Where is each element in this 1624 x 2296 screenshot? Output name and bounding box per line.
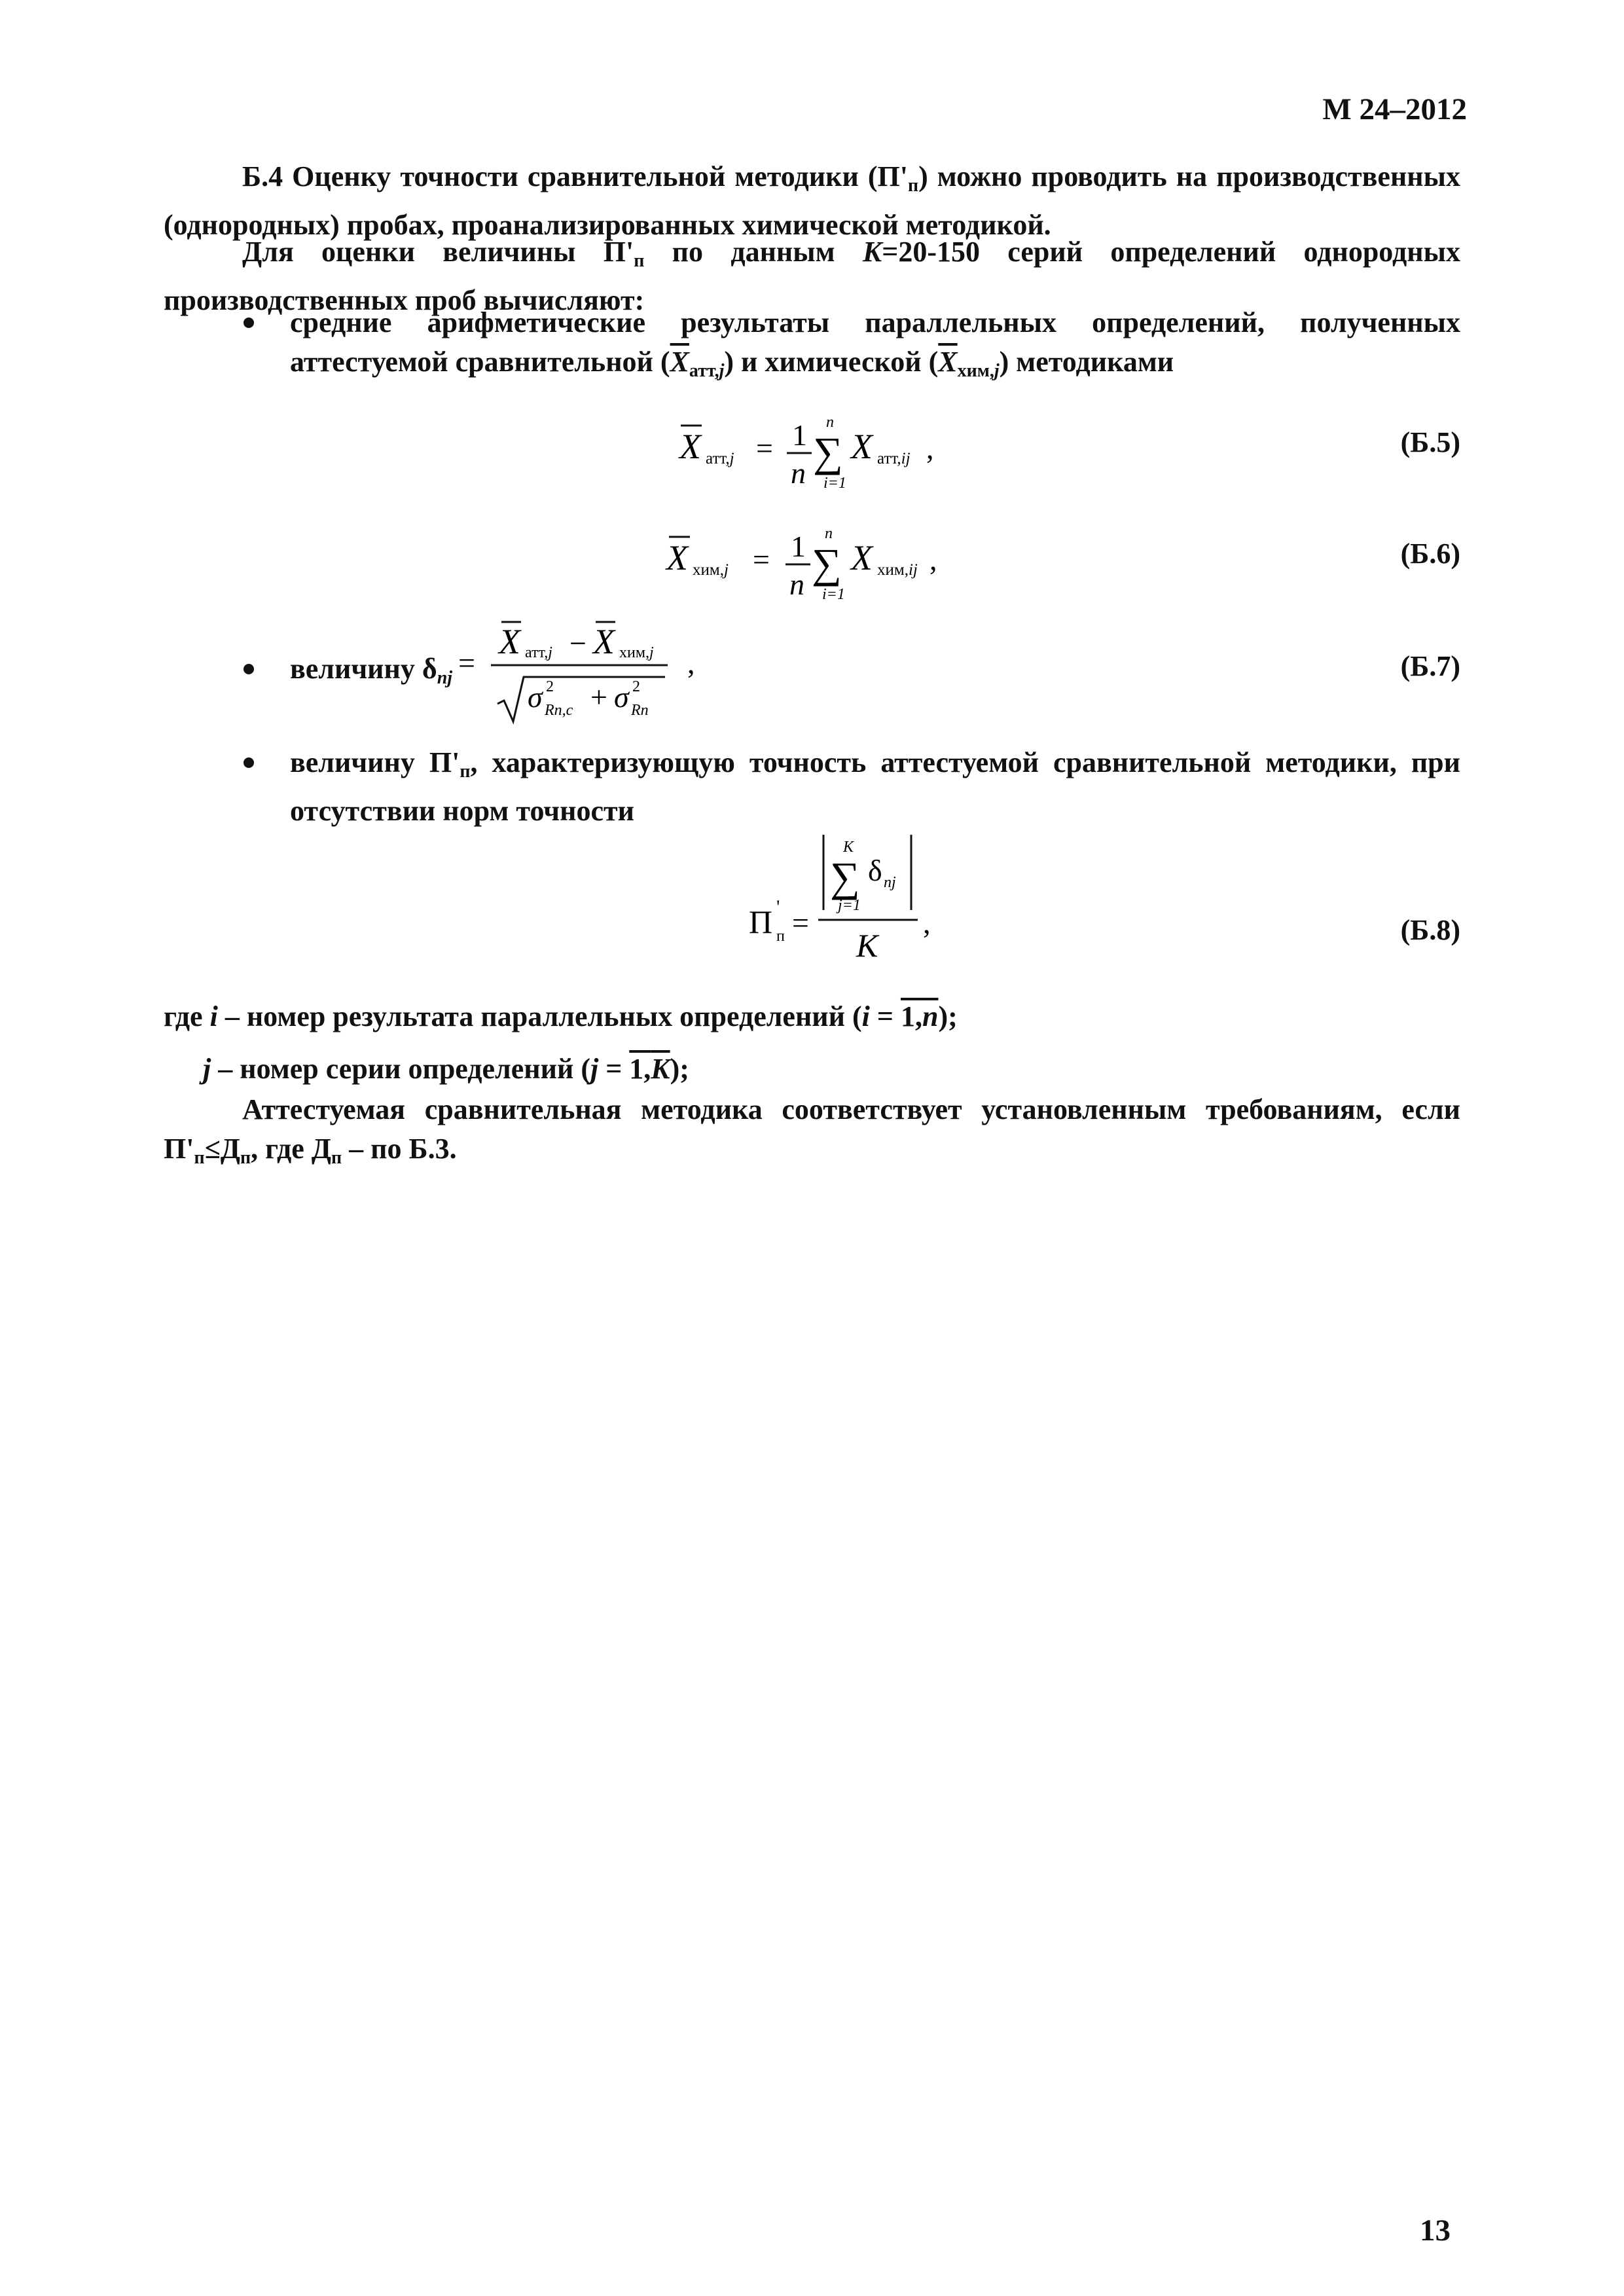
comma: , [929, 543, 937, 576]
formula-b7 [458, 609, 733, 733]
delta-label: величину δ [290, 653, 437, 685]
bullet-3-text-b: , характеризующую точность аттестуемой сравнительной методики, при отсутствии норм точности [290, 746, 1460, 827]
rhs-sub: атт,ij [877, 450, 911, 467]
equation-number-b7: (Б.7) [1400, 650, 1460, 682]
bullet-dot [244, 664, 254, 674]
sum-upper-limit: n [826, 414, 834, 431]
paragraph-b4-sub: п [907, 175, 919, 196]
equation-number-b8: (Б.8) [1400, 914, 1460, 946]
numerator-a-sub: атт,j [525, 644, 552, 661]
formula-b8 [740, 822, 949, 979]
equals-sign: = [792, 906, 809, 939]
paragraph-estimate-text-c: =20-150 серий определений однородных производственных проб вычисляют: [164, 236, 1460, 316]
sum-upper-limit: n [825, 525, 833, 542]
bullet-dot [244, 318, 254, 328]
sum-symbol: ∑ [813, 429, 843, 475]
paragraph-estimate-text-b: по данным [644, 236, 835, 268]
formula-b5 [661, 393, 988, 504]
x-symbol: X [593, 622, 615, 661]
page-number: 13 [1420, 2214, 1451, 2248]
paragraph-estimate-k: K [862, 236, 882, 268]
bullet-item-delta [164, 649, 1460, 698]
paragraph-estimate-text-a: Для оценки величины П' [242, 236, 634, 268]
fraction-denominator: n [791, 456, 806, 490]
sigma-1-sub: Rп,с [545, 702, 573, 719]
p-sub: п [776, 928, 785, 945]
sum-lower-limit: i=1 [822, 586, 845, 603]
bullet-item-precision [164, 743, 1460, 831]
comma: , [687, 646, 695, 680]
paragraph-b4-text-b: ) можно проводить на производственных (однородных) пробах, проанализированных химической методикой. [164, 160, 1460, 241]
range-overline-j: 1,K [629, 1053, 670, 1085]
sigma-exponent: 2 [546, 678, 554, 695]
bullet-3-text-a: величину П' [290, 746, 460, 778]
bullet-item-means [164, 303, 1460, 391]
equals-sign: = [756, 431, 773, 465]
comma: , [926, 431, 934, 465]
x-symbol: X [499, 622, 520, 661]
paragraph-b4 [164, 157, 1460, 245]
sigma-2-sub: Rп [631, 702, 649, 719]
lhs-sub: атт,j [706, 450, 734, 467]
sigma-exponent: 2 [632, 678, 640, 695]
bullet-1-text-b: ) и химической ( [724, 346, 939, 378]
x-symbol: X [851, 538, 873, 577]
x-bar-sub-him: хим,j [957, 361, 1000, 381]
sum-symbol: ∑ [812, 540, 842, 587]
x-symbol: X [851, 427, 873, 466]
x-symbol: X [679, 427, 701, 466]
sum-symbol: ∑ [830, 854, 860, 900]
equation-number-b6: (Б.6) [1400, 538, 1460, 570]
lhs-sub: хим,j [693, 561, 729, 579]
rhs-sub: хим,ij [877, 561, 918, 579]
formula-b6 [648, 504, 988, 615]
p-symbol: П [749, 903, 773, 940]
x-bar-sub-att: атт,j [689, 361, 725, 381]
minus-sign: − [569, 627, 586, 660]
bullet-item-means-text [290, 303, 1460, 391]
comma: , [923, 906, 931, 939]
fraction-numerator: 1 [791, 530, 806, 563]
bullet-1-text-c: ) методиками [999, 346, 1174, 378]
sum-upper-limit: K [843, 839, 854, 856]
delta-symbol: δ [868, 854, 882, 887]
equals-sign: = [458, 646, 475, 680]
sigma-symbol: σ [614, 680, 629, 714]
x-bar-symbol: $\overline{X}$ [938, 346, 958, 378]
fraction-denominator: n [789, 568, 804, 601]
equation-number-b5: (Б.5) [1400, 426, 1460, 458]
sigma-symbol: σ [528, 680, 543, 714]
delta-sub: пj [437, 668, 453, 688]
sum-lower-limit: j=1 [838, 897, 861, 914]
numerator-b-sub: хим,j [619, 644, 654, 661]
x-bar-symbol: $\overline{X}$ [670, 346, 689, 378]
definition-i: где i – номер результата параллельных определений (i = 1,n); [164, 1000, 958, 1032]
bullet-dot [244, 757, 254, 768]
bullet-item-precision-text [290, 743, 1460, 831]
fraction-denominator: K [856, 927, 878, 964]
definition-j: j – номер серии определений (j = 1,K); [203, 1053, 689, 1085]
conclusion-paragraph: Аттестуемая сравнительная методика соответствует установленным требованиям, если П'п≤Дп, где Дп – по Б.3. [164, 1093, 1460, 1168]
equals-sign: = [753, 543, 770, 576]
document-code: М 24–2012 [1322, 92, 1467, 126]
delta-sub: пj [884, 874, 896, 891]
x-symbol: X [666, 538, 688, 577]
bullet-3-sub: п [460, 761, 471, 782]
fraction-numerator: 1 [792, 418, 807, 452]
paragraph-b4-text-a: Б.4 Оценку точности сравнительной методики (П' [242, 160, 908, 192]
plus-sign: + [590, 680, 607, 714]
paragraph-estimate-sub: п [634, 251, 645, 271]
bullet-1-text-a: средние арифметические результаты параллельных определений, полученных аттестуемой сравнительной ( [290, 306, 1460, 378]
sum-lower-limit: i=1 [823, 475, 846, 492]
range-overline-i: 1,n [900, 1000, 939, 1032]
p-prime: ' [776, 896, 780, 918]
